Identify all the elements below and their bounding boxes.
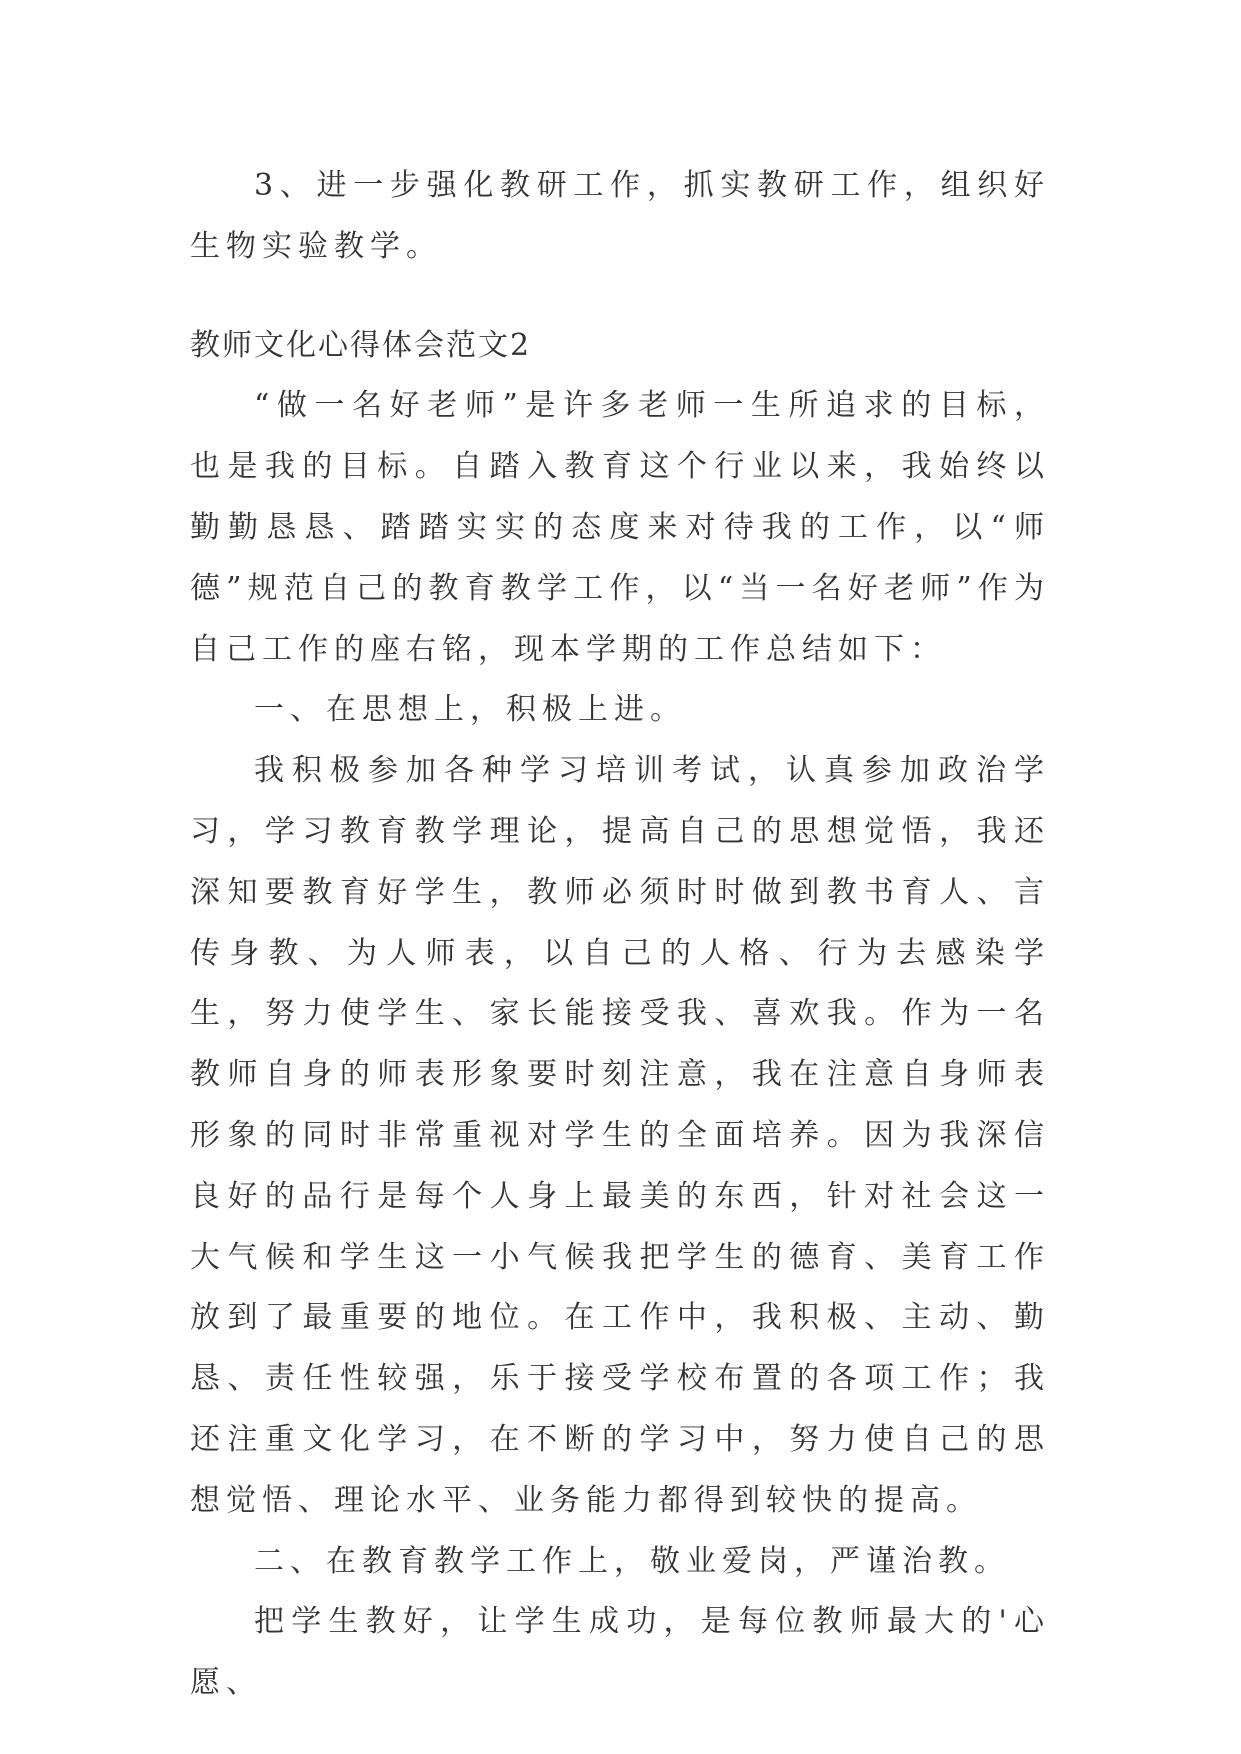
document-body (190, 156, 1050, 1714)
paragraph-intro: “做一名好老师”是许多老师一生所追求的目标，也是我的目标。自踏入教育这个行业以来，我始终以勤勤恳恳、踏踏实实的态度来对待我的工作，以“师德”规范自己的教育教学工作，以“当一名好老师”作为自己工作的座右铭，现本学期的工作总结如下： (190, 388, 1050, 667)
subheading-thought: 一、在思想上，积极上进。 (254, 692, 686, 728)
paragraph-item-3: 3、进一步强化教研工作，抓实教研工作，组织好生物实验教学。 (190, 168, 1050, 264)
section-title: 教师文化心得体会范文2 (190, 327, 532, 363)
subheading-teaching: 二、在教育教学工作上，敬业爱岗，严谨治教。 (254, 1543, 1010, 1579)
paragraph-thought: 我积极参加各种学习培训考试，认真参加政治学习，学习教育教学理论，提高自己的思想觉悟，我还深知要教育好学生，教师必须时时做到教书育人、言传身教、为人师表，以自己的人格、行为去感染学生，努力使学生、家长能接受我、喜欢我。作为一名教师自身的师表形象要时刻注意，我在注意自身师表形象的同时非常重视对学生的全面培养。因为我深信良好的品行是每个人身上最美的东西，针对社会这一大气候和学生这一小气候我把学生的德育、美育工作放到了最重要的地位。在工作中，我积极、主动、勤恳、责任性较强，乐于接受学校布置的各项工作；我还注重文化学习，在不断的学习中，努力使自己的思想觉悟、理论水平、业务能力都得到较快的提高。 (190, 753, 1050, 1518)
paragraph-teaching: 把学生教好，让学生成功，是每位教师最大的'心愿、 (190, 1604, 1050, 1701)
